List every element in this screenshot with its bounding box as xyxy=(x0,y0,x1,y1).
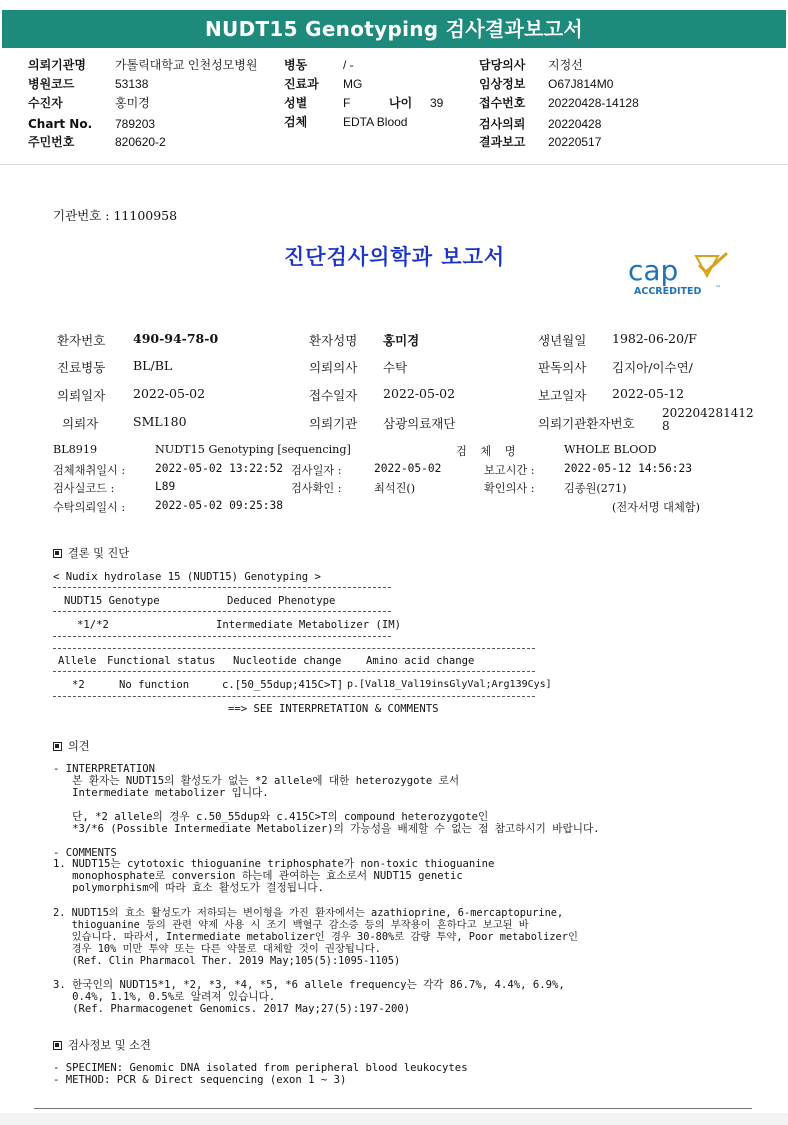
see-interpretation-note: ==> SEE INTERPRETATION & COMMENTS xyxy=(228,703,439,715)
table2-header-nucleotide: Nucleotide change xyxy=(233,655,342,667)
header-label-sex: 성별 xyxy=(284,96,308,110)
cap-logo-text: cap xyxy=(628,254,679,287)
reader-label: 판독의사 xyxy=(538,360,587,375)
req-date-value: 2022-05-02 xyxy=(133,386,206,401)
header-value-specimen: EDTA Blood xyxy=(343,115,408,129)
cap-logo-subtext: ACCREDITED xyxy=(634,286,702,297)
header-label-chart-no: Chart No. xyxy=(28,117,93,131)
req-doctor-label: 의뢰의사 xyxy=(309,360,358,375)
test-date-label: 검사일자 : xyxy=(291,464,342,477)
esign-note: (전자서명 대체함) xyxy=(612,501,700,514)
comment-2: 2. NUDT15의 효소 활성도가 저하되는 변이형을 가진 환자에서는 azathioprine, 6-mercaptopurine, thioguanine 등의 관련 약제 사용 시 조기 백혈구 감소증 등의 부작용이 흔하다고 보고된 바 있습니다. 따라서, Intermediate metabolizer인 경우 30-80%로 감량 투약, Poor metabolizer인 경우 10% 미만 투약 또는 다른 약물로 대체할 것이 권장됩니다. (Ref. Clin Pharmacol Ther. 2019 May;105(5):1095-1105) xyxy=(53,907,578,967)
inst-pt-no-value-line1: 202204281412 xyxy=(662,406,754,420)
confirm-label: 검사확인 : xyxy=(291,482,342,495)
header-label-result-report: 결과보고 xyxy=(479,135,526,149)
interpretation-text: - INTERPRETATION 본 환자는 NUDT15의 활성도가 없는 *2 allele에 대한 heterozygote 로서 Intermediate metabolizer 입니다. 단, *2 allele의 경우 c.50_55dup와 c.415C>T의 compound heterozygote인 *3/*6 (Possible Intermediate Metabolizer)의 가능성을 배제할 수 없는 점 참고하시기 바랍니다. xyxy=(53,763,600,835)
institution-number: 기관번호 : 11100958 xyxy=(53,208,178,223)
table1-rule-top xyxy=(53,587,391,588)
report-time-label: 보고시간 : xyxy=(484,464,535,477)
req-inst-label: 의뢰기관 xyxy=(309,416,358,431)
comment-1: 1. NUDT15는 cytotoxic thioguanine triphosphate가 non-toxic thioguanine monophosphate로 conversion 하는데 관여하는 효소로서 NUDT15 genetic polymorphism에 따라 효소 활성도가 결정됩니다. xyxy=(53,858,495,894)
specimen-label: 검 체 명 xyxy=(456,445,516,458)
test-info-heading xyxy=(53,1037,151,1053)
header-label-specimen: 검체 xyxy=(284,115,308,129)
header-label-hospital-code: 병원코드 xyxy=(28,77,75,91)
table2-header-functional: Functional status xyxy=(107,655,216,667)
patient-name-label: 환자성명 xyxy=(309,333,358,348)
test-name: NUDT15 Genotyping [sequencing] xyxy=(155,443,351,456)
specimen-value: WHOLE BLOOD xyxy=(564,443,657,456)
header-label-clinical-info: 임상정보 xyxy=(479,77,526,91)
req-date-label: 의뢰일자 xyxy=(57,388,106,403)
table1-rule-mid xyxy=(53,611,391,612)
rpt-date-value: 2022-05-12 xyxy=(612,386,685,401)
table2-header-amino: Amino acid change xyxy=(366,655,475,667)
header-value-test-request: 20220428 xyxy=(548,117,602,131)
rpt-date-label: 보고일자 xyxy=(538,388,587,403)
confirm-doctor-value: 김종원(271) xyxy=(564,482,627,495)
test-code: BL8919 xyxy=(53,443,98,456)
table2-header-allele: Allele xyxy=(58,655,97,667)
dob-label: 생년월일 xyxy=(538,333,587,348)
collect-value: 2022-05-02 13:22:52 xyxy=(155,462,283,475)
consign-label: 수탁의뢰일시 : xyxy=(53,501,126,514)
comment-3: 3. 한국인의 NUDT15*1, *2, *3, *4, *5, *6 allele frequency는 각각 86.7%, 4.4%, 6.9%, 0.4%, 1.1%, 0.5%로 알려져 있습니다. (Ref. Pharmacogenet Genomics. 2017 May;27(5):197-200) xyxy=(53,979,565,1015)
req-inst-value: 삼광의료재단 xyxy=(383,416,456,431)
ward-label: 진료병동 xyxy=(57,360,106,375)
table1-header-phenotype: Deduced Phenotype xyxy=(227,595,336,607)
header-value-age: 39 xyxy=(430,96,444,110)
rcv-date-label: 접수일자 xyxy=(309,388,358,403)
patient-name-value: 홍미경 xyxy=(383,333,420,348)
table1-cell-genotype: *1/*2 xyxy=(77,619,109,631)
header-value-department: MG xyxy=(343,77,363,91)
opinion-heading xyxy=(53,738,90,754)
page-bottom-rule xyxy=(34,1108,752,1109)
confirm-value: 최석진() xyxy=(374,482,416,495)
header-label-institution: 의뢰기관명 xyxy=(28,58,86,72)
page-bottom-band xyxy=(0,1113,788,1125)
test-info-heading-text: 검사정보 및 소견 xyxy=(68,1039,151,1052)
header-label-test-request: 검사의뢰 xyxy=(479,117,526,131)
header-label-department: 진료과 xyxy=(284,77,319,91)
comments-heading: - COMMENTS xyxy=(53,847,117,859)
reader-value: 김지아/이수연/ xyxy=(612,360,693,375)
table1-rule-bottom xyxy=(53,636,391,637)
inst-pt-no-value-line2: 8 xyxy=(662,419,670,433)
opinion-heading-text: 의견 xyxy=(68,740,90,753)
patient-no-value: 490-94-78-0 xyxy=(133,331,219,346)
confirm-doctor-label: 확인의사 : xyxy=(484,482,535,495)
patient-no-label: 환자번호 xyxy=(57,333,106,348)
header-value-patient: 홍미경 xyxy=(115,96,150,110)
header-label-age: 나이 xyxy=(389,96,413,110)
requester-label: 의뢰자 xyxy=(62,416,99,431)
header-label-receipt-no: 접수번호 xyxy=(479,96,526,110)
table2-cell-amino: p.[Val18_Val19insGlyVal;Arg139Cys] xyxy=(347,679,552,690)
collect-label: 검체채취일시 : xyxy=(53,464,126,477)
header-value-sex: F xyxy=(343,96,351,110)
header-divider xyxy=(0,164,788,165)
report-banner-title: NUDT15 Genotyping 검사결과보고서 xyxy=(2,10,786,48)
table2-cell-allele: *2 xyxy=(72,679,85,691)
header-label-resident-no: 주민번호 xyxy=(28,135,75,149)
header-value-receipt-no: 20220428-14128 xyxy=(548,96,639,110)
req-doctor-value: 수탁 xyxy=(383,360,408,375)
requester-value: SML180 xyxy=(133,414,187,429)
room-label: 검사실코드 : xyxy=(53,482,115,495)
header-value-clinical-info: O67J814M0 xyxy=(548,77,614,91)
header-label-doctor: 담당의사 xyxy=(479,58,526,72)
cap-accredited-logo xyxy=(626,250,730,298)
ward-value: BL/BL xyxy=(133,358,173,373)
header-value-ward: / - xyxy=(343,58,354,72)
section-bullet-icon xyxy=(53,549,62,558)
test-date-value: 2022-05-02 xyxy=(374,462,442,475)
inst-pt-no-label: 의뢰기관환자번호 xyxy=(538,416,635,431)
conclusion-heading-text: 결론 및 진단 xyxy=(68,547,130,560)
cap-logo-tm: ™ xyxy=(715,285,721,292)
section-bullet-icon xyxy=(53,742,62,751)
report-time-value: 2022-05-12 14:56:23 xyxy=(564,462,692,475)
dob-value: 1982-06-20/F xyxy=(612,331,697,346)
room-value: L89 xyxy=(155,480,176,493)
conclusion-heading xyxy=(53,545,129,561)
header-value-resident-no: 820620-2 xyxy=(115,135,166,149)
table1-header-genotype: NUDT15 Genotype xyxy=(64,595,160,607)
header-value-chart-no: 789203 xyxy=(115,117,156,131)
header-value-doctor: 지정선 xyxy=(548,58,583,72)
table2-rule-bottom xyxy=(53,696,535,697)
test-info-lines: - SPECIMEN: Genomic DNA isolated from peripheral blood leukocytes - METHOD: PCR & Direct sequencing (exon 1 ~ 3) xyxy=(53,1062,468,1086)
header-value-hospital-code: 53138 xyxy=(115,77,149,91)
header-value-result-report: 20220517 xyxy=(548,135,602,149)
rcv-date-value: 2022-05-02 xyxy=(383,386,456,401)
table2-rule-mid xyxy=(53,671,535,672)
header-value-institution: 가톨릭대학교 인천성모병원 xyxy=(115,58,258,72)
header-label-patient: 수진자 xyxy=(28,96,63,110)
table2-cell-nucleotide: c.[50_55dup;415C>T] xyxy=(222,679,344,691)
table2-rule-top xyxy=(53,648,535,649)
consign-value: 2022-05-02 09:25:38 xyxy=(155,499,283,512)
table1-cell-phenotype: Intermediate Metabolizer (IM) xyxy=(216,619,401,631)
conclusion-subtitle: < Nudix hydrolase 15 (NUDT15) Genotyping > xyxy=(53,571,321,583)
check-triangle-icon xyxy=(626,250,730,298)
section-bullet-icon xyxy=(53,1041,62,1050)
header-label-ward: 병동 xyxy=(284,58,308,72)
table2-cell-functional: No function xyxy=(119,679,190,691)
report-title: 진단검사의학과 보고서 xyxy=(284,244,506,269)
